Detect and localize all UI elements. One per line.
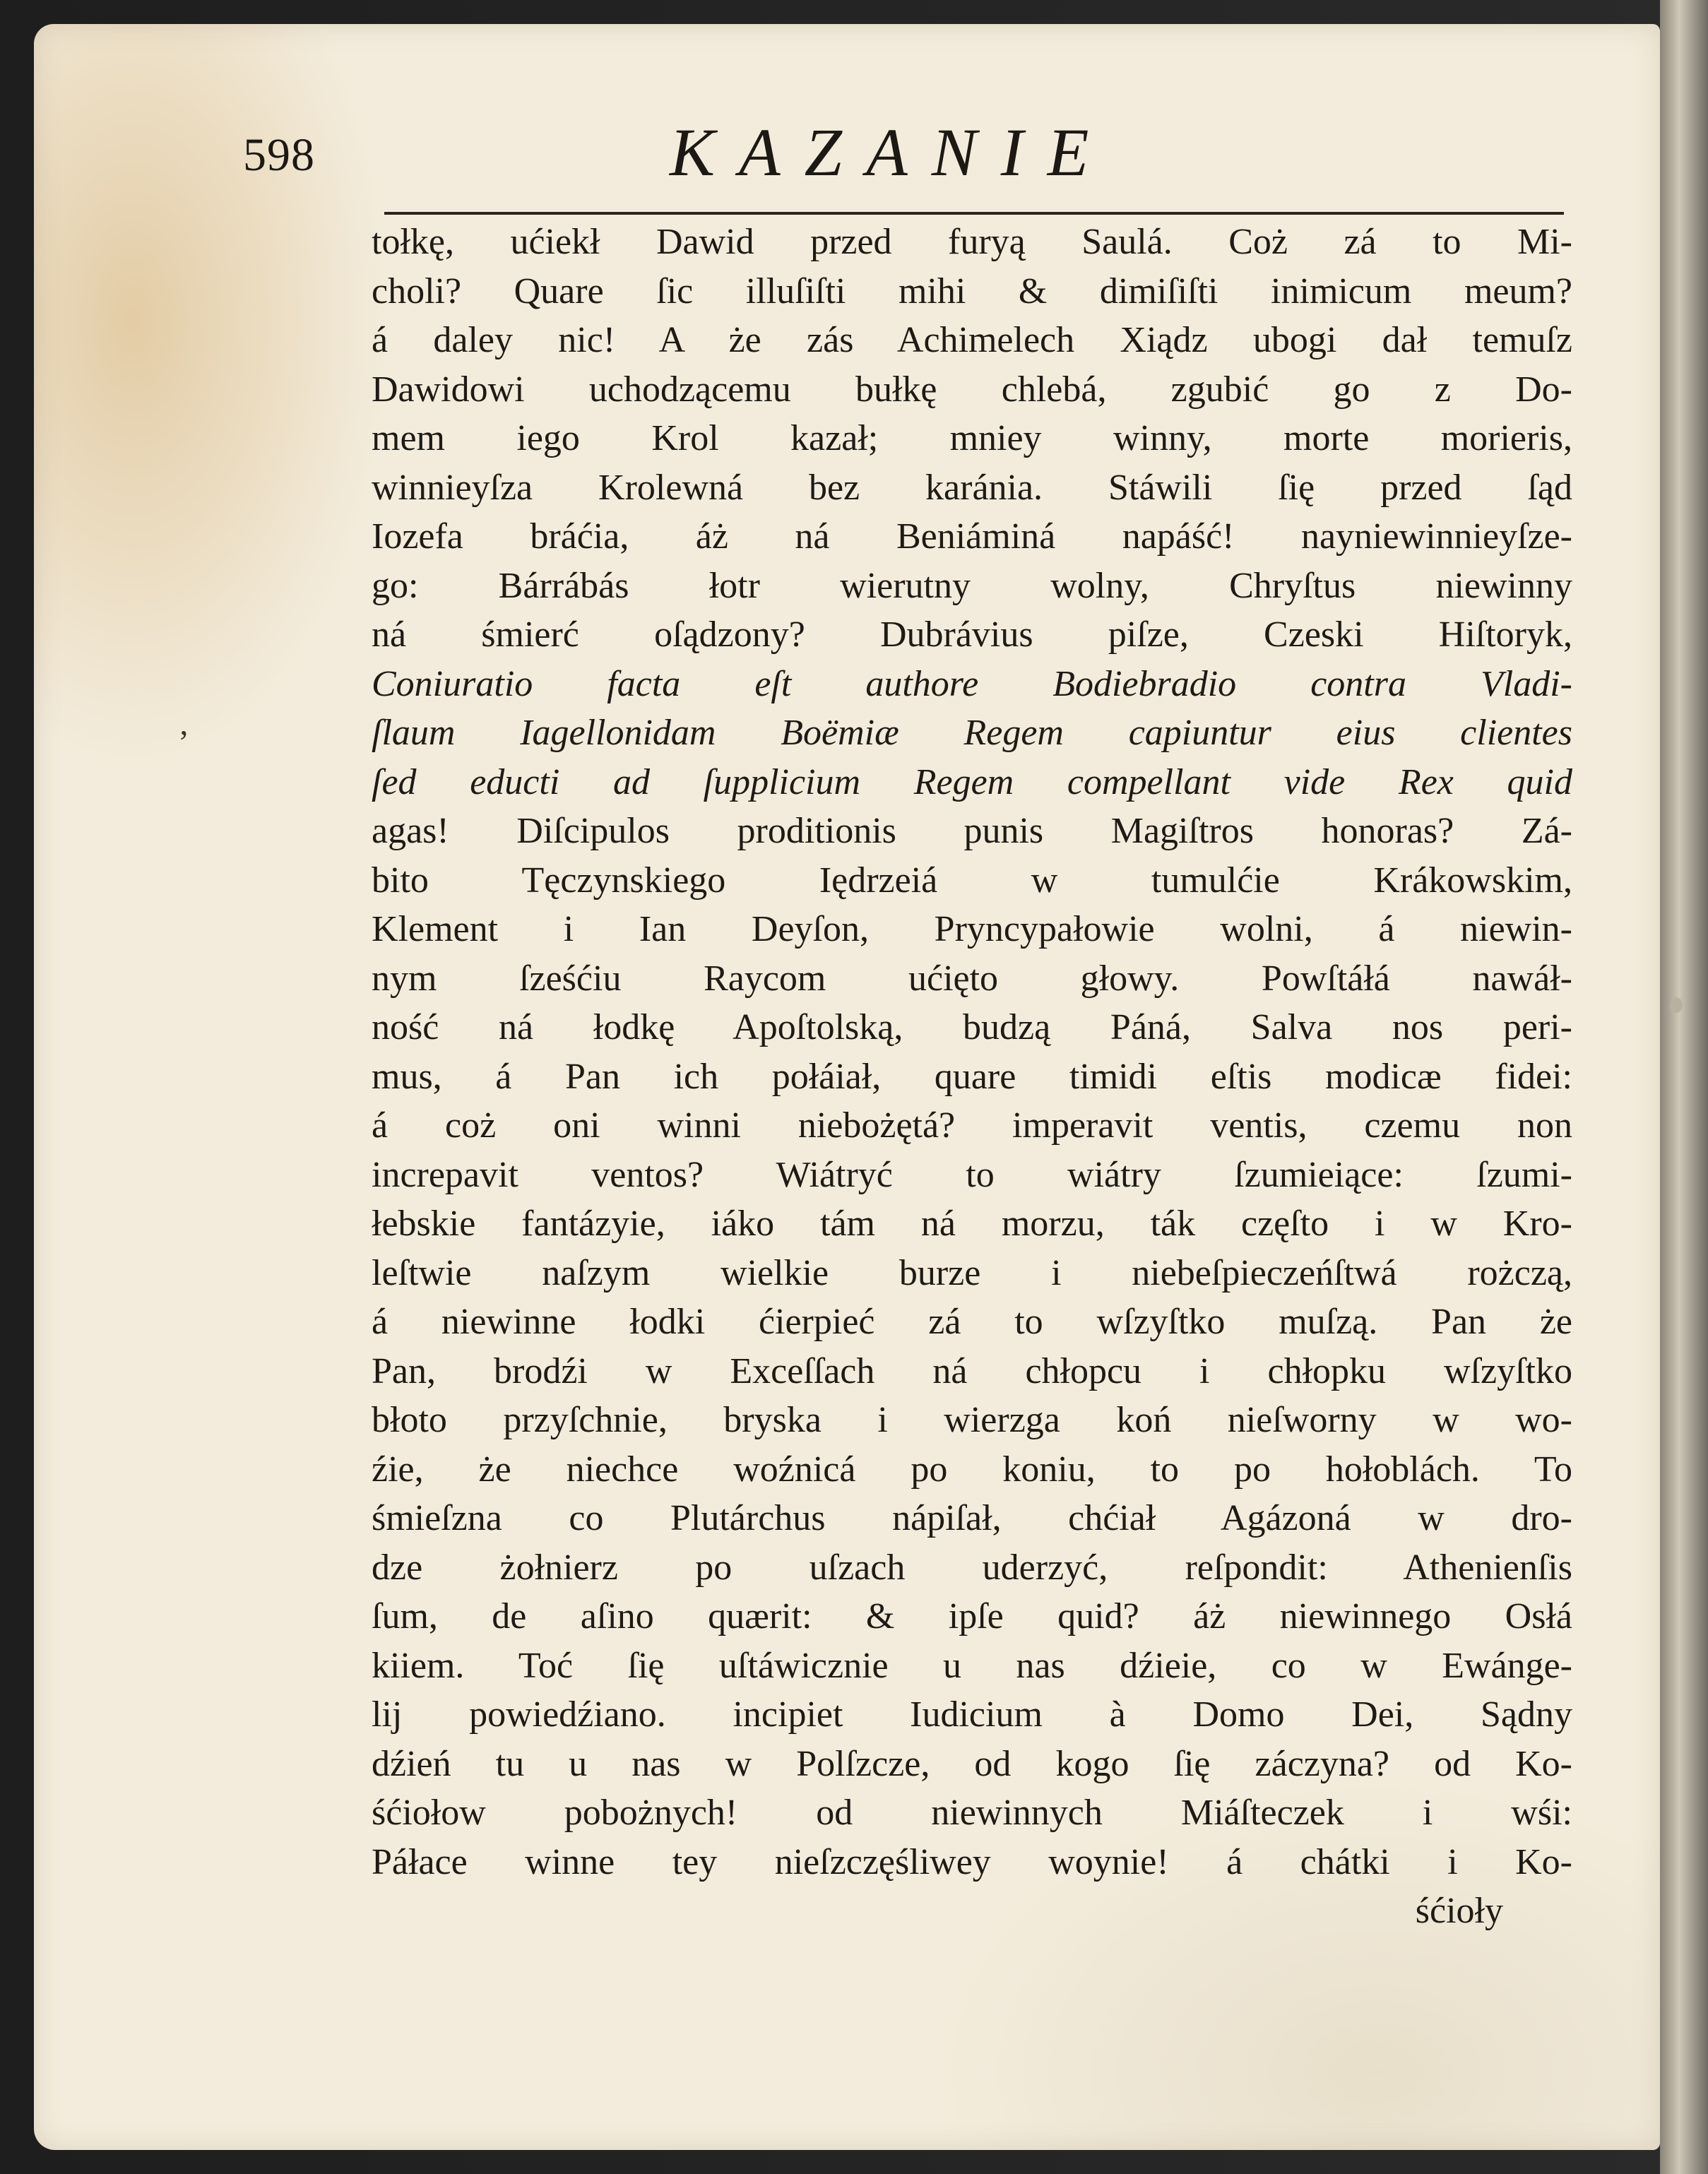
text-line: agas! Diſcipulos proditionis punis Magiſtros honoras? Zá-	[372, 811, 1572, 851]
text-line: dźień tu u nas w Polſzcze, od kogo ſię záczyna? od Ko-	[372, 1743, 1572, 1784]
text-line: mus, á Pan ich połáiał, quare timidi eſtis modicæ fidei:	[372, 1056, 1572, 1097]
text-line: leſtwie naſzym wielkie burze i niebeſpieczeńſtwá rożczą,	[372, 1252, 1572, 1293]
text-line: choli? Quare ſic illuſiſti mihi & dimiſiſti inimicum meum?	[372, 271, 1572, 311]
text-line: Dawidowi uchodzącemu bułkę chlebá, zgubić go z Do-	[372, 369, 1572, 410]
text-line: Páłace winne tey nieſzczęśliwey woynie! á chátki i Ko-	[372, 1841, 1572, 1882]
text-line: Klement i Ian Deyſon, Pryncypałowie wolni, á niewin-	[372, 909, 1572, 949]
text-line: increpavit ventos? Wiátryć to wiátry ſzumieiące: ſzumi-	[372, 1154, 1572, 1195]
text-line: á daley nic! A że zás Achimelech Xiądz ubogi dał temuſz	[372, 320, 1572, 360]
text-line: ſlaum Iagellonidam Boëmiæ Regem capiuntur eius clientes	[372, 713, 1572, 753]
text-line: błoto przyſchnie, bryska i wierzga koń nieſworny w wo-	[372, 1400, 1572, 1440]
text-line: łebskie fantázyie, iáko tám ná morzu, ták częſto i w Kro-	[372, 1204, 1572, 1244]
text-line: lij powiedźiano. incipiet Iudicium à Domo Dei, Sądny	[372, 1694, 1572, 1735]
text-line: go: Bárrábás łotr wierutny wolny, Chryſtus niewinny	[372, 565, 1572, 606]
text-line: bito Tęczynskiego Iędrzeiá w tumulćie Krákowskim,	[372, 860, 1572, 901]
text-line: ná śmierć oſądzony? Dubrávius piſze, Czeski Hiſtoryk,	[372, 614, 1572, 655]
text-line: á coż oni winni niebożętá? imperavit ventis, czemu non	[372, 1105, 1572, 1146]
text-line: dze żołnierz po uſzach uderzyć, reſpondit: Athenienſis	[372, 1547, 1572, 1588]
book-fore-edge	[1660, 0, 1708, 2174]
text-line: á niewinne łodki ćierpieć zá to wſzyſtko muſzą. Pan że	[372, 1302, 1572, 1342]
text-line: śćiołow pobożnych! od niewinnych Miáſteczek i wśi:	[372, 1793, 1572, 1833]
paper-blemish	[1670, 997, 1683, 1013]
text-line: tołkę, ućiekł Dawid przed furyą Saulá. Coż zá to Mi-	[372, 222, 1572, 262]
book-page	[34, 24, 1660, 2150]
header-rule	[384, 212, 1564, 215]
text-line: Coniuratio facta eſt authore Bodiebradio contra Vladi-	[372, 663, 1572, 704]
catchword: śćioły	[1415, 1891, 1503, 1931]
text-line: nym ſześćiu Raycom ućięto głowy. Powſtáłá nawáł-	[372, 958, 1572, 999]
page-number: 598	[243, 129, 315, 181]
text-line: mem iego Krol kazał; mniey winny, morte morieris,	[372, 418, 1572, 458]
text-line: ſum, de aſino quærit: & ipſe quid? áż niewinnego Osłá	[372, 1596, 1572, 1637]
running-title: KAZANIE	[670, 114, 1113, 190]
text-line: winnieyſza Krolewná bez karánia. Stáwili ſię przed ſąd	[372, 467, 1572, 508]
text-line: Pan, brodźi w Exceſſach ná chłopcu i chłopku wſzyſtko	[372, 1350, 1572, 1391]
body-text	[372, 218, 1572, 1936]
text-line: kiiem. Toć ſię uſtáwicznie u nas dźieie, co w Ewánge-	[372, 1645, 1572, 1686]
text-line: ność ná łodkę Apoſtolską, budzą Páná, Salva nos peri-	[372, 1007, 1572, 1047]
margin-mark: ʼ	[178, 724, 189, 761]
text-line: Iozefa bráćia, áż ná Beniáminá napáść! nayniewinnieyſze-	[372, 516, 1572, 557]
text-line: śmieſzna co Plutárchus nápiſał, chćiał Agázoná w dro-	[372, 1498, 1572, 1538]
text-line: źie, że niechce woźnicá po koniu, to po hołoblách. To	[372, 1449, 1572, 1490]
text-line: ſed educti ad ſupplicium Regem compellant vide Rex quid	[372, 761, 1572, 802]
